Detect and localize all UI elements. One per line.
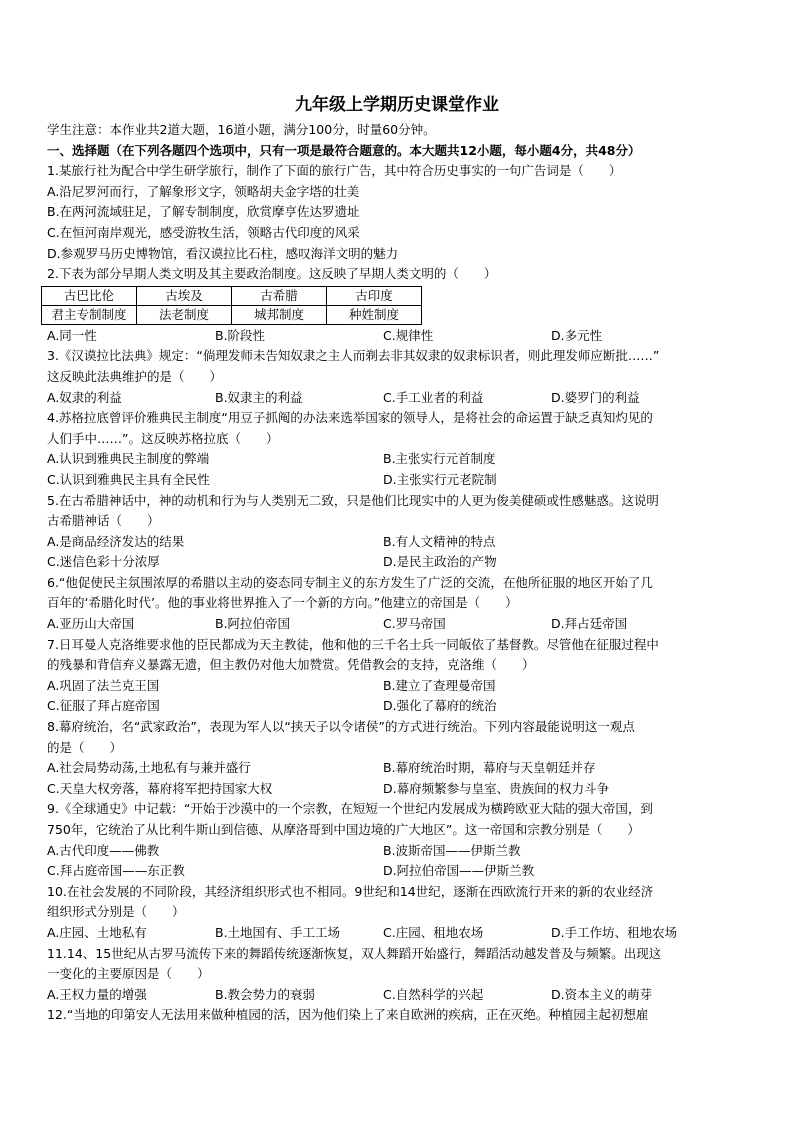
option-d: D.资本主义的萌芽	[551, 986, 653, 1002]
options-row	[47, 923, 747, 944]
question-stem: 4.苏格拉底曾评价雅典民主制度“用豆子抓阄的办法来选举国家的领导人，是将社会的命运置于缺乏真知灼见的	[47, 410, 653, 426]
option-b: B.教会势力的衰弱	[215, 986, 316, 1002]
question-stem: 9.《全球通史》中记载：“开始于沙漠中的一个宗教，在短短一个世纪内发展成为横跨欧亚大陆的强大帝国，到	[47, 801, 653, 817]
table-cell: 古埃及	[137, 286, 232, 305]
option-c: C.征服了拜占庭帝国	[47, 698, 160, 714]
page-title: 九年级上学期历史课堂作业	[295, 95, 499, 115]
question-7	[47, 635, 747, 717]
question-stem-cont: 的残暴和背信弃义暴露无遗，但主教仍对他大加赞赏。凭借教会的支持，克洛维（ ）	[47, 657, 535, 673]
option-a: A.巩固了法兰克王国	[47, 677, 160, 693]
option-c: C.庄园、租地农场	[383, 924, 484, 940]
table-cell: 古印度	[327, 286, 422, 305]
table-cell: 古巴比伦	[42, 286, 137, 305]
options-row	[47, 696, 747, 717]
question-stem-cont: 百年的‘希腊化时代’。他的事业将世界推入了一个新的方向。”他建立的帝国是（ ）	[47, 595, 518, 611]
option-d: D.多元性	[551, 327, 603, 343]
question-11	[47, 944, 747, 1006]
option-d: D.参观罗马历史博物馆，看汉谟拉比石柱，感叹海洋文明的魅力	[47, 245, 399, 261]
option-d: D.强化了幕府的统治	[383, 698, 497, 714]
option-a: A.沿尼罗河而行，了解象形文字，领略胡夫金字塔的壮美	[47, 183, 360, 199]
option-b: B.波斯帝国——伊斯兰教	[383, 842, 521, 858]
question-stem-cont: 古希腊神话（ ）	[47, 513, 160, 529]
question-4	[47, 408, 747, 490]
option-a: A.社会局势动荡,土地私有与兼并盛行	[47, 760, 251, 776]
table-cell: 君主专制制度	[42, 305, 137, 324]
civilization-table	[41, 286, 422, 325]
question-stem: 2.下表为部分早期人类文明及其主要政治制度。这反映了早期人类文明的（ ）	[47, 266, 497, 282]
option-a: A.王权力量的增强	[47, 986, 147, 1002]
section-heading: 一、选择题（在下列各题四个选项中，只有一项是最符合题意的。本大题共12小题，每小题4分，共48分）	[47, 142, 641, 158]
option-a: A.古代印度——佛教	[47, 842, 160, 858]
option-a: A.认识到雅典民主制度的弊端	[47, 451, 210, 467]
options-row	[47, 841, 747, 862]
option-d: D.手工作坊、租地农场	[551, 924, 678, 940]
table-cell: 法老制度	[137, 305, 232, 324]
question-5	[47, 491, 747, 573]
option-c: C.罗马帝国	[383, 616, 446, 632]
option-d: D.幕府频繁参与皇室、贵族间的权力斗争	[383, 780, 610, 796]
option-c: C.天皇大权旁落，幕府将军把持国家大权	[47, 780, 273, 796]
options-row	[47, 326, 747, 347]
option-a: A.同一性	[47, 327, 97, 343]
question-6	[47, 573, 747, 635]
option-b: B.奴隶主的利益	[215, 389, 303, 405]
table-cell: 古希腊	[232, 286, 327, 305]
option-c: C.迷信色彩十分浓厚	[47, 554, 160, 570]
option-c: C.手工业者的利益	[383, 389, 484, 405]
options-row	[47, 449, 747, 470]
option-c: C.规律性	[383, 327, 434, 343]
question-stem: 6.“他促使民主氛围浓厚的希腊以主动的姿态同专制主义的东方发生了广泛的交流，在他所征服的地区开始了几	[47, 574, 653, 590]
option-d: D.阿拉伯帝国——伊斯兰教	[383, 863, 535, 879]
question-12	[47, 1005, 747, 1026]
option-b: B.主张实行元首制度	[383, 451, 496, 467]
question-stem: 1.某旅行社为配合中学生研学旅行，制作了下面的旅行广告，其中符合历史事实的一句广告词是（ ）	[47, 163, 622, 179]
option-a: A.亚历山大帝国	[47, 616, 135, 632]
question-10	[47, 882, 747, 944]
option-b: B.建立了查理曼帝国	[383, 677, 496, 693]
question-stem-cont: 人们手中……”。这反映苏格拉底（ ）	[47, 430, 279, 446]
question-stem: 12.“当地的印第安人无法用来做种植园的活，因为他们染上了来自欧洲的疾病，正在灭绝。种植园主起初想雇	[47, 1007, 649, 1023]
question-stem: 11.14、15世纪从古罗马流传下来的舞蹈传统逐渐恢复，双人舞蹈开始盛行，舞蹈活动越发普及与频繁。出现这	[47, 945, 662, 961]
option-b: B.幕府统治时期，幕府与天皇朝廷并存	[383, 760, 596, 776]
option-d: D.主张实行元老院制	[383, 471, 497, 487]
question-stem: 7.日耳曼人克洛维要求他的臣民都成为天主教徒，他和他的三千名士兵一同皈依了基督教。尽管他在征服过程中	[47, 636, 659, 652]
options-row	[47, 552, 747, 573]
options-row	[47, 758, 747, 779]
option-a: A.奴隶的利益	[47, 389, 122, 405]
question-stem-cont: 这反映此法典维护的是（ ）	[47, 368, 223, 384]
options-row	[47, 676, 747, 697]
option-b: B.阿拉伯帝国	[215, 616, 291, 632]
question-stem: 8.幕府统治，名“武家政治”，表现为军人以“挟天子以令诸侯”的方式进行统治。下列内容最能说明这一观点	[47, 719, 635, 735]
table-cell: 城邦制度	[232, 305, 327, 324]
table-cell: 种姓制度	[327, 305, 422, 324]
question-stem-cont: 组织形式分别是（ ）	[47, 904, 185, 920]
exam-content	[47, 120, 747, 1026]
option-b: B.阶段性	[215, 327, 266, 343]
option-a: A.是商品经济发达的结果	[47, 533, 185, 549]
question-stem-cont: 的是（ ）	[47, 739, 123, 755]
option-b: B.在两河流域驻足，了解专制制度，欣赏摩亨佐达罗遗址	[47, 204, 360, 220]
option-b: B.有人文精神的特点	[383, 533, 496, 549]
question-3	[47, 346, 747, 408]
option-c: C.在恒河南岸观光，感受游牧生活，领略古代印度的风采	[47, 224, 360, 240]
options-row	[47, 614, 747, 635]
option-d: D.婆罗门的利益	[551, 389, 640, 405]
table-row	[42, 305, 422, 324]
question-9	[47, 799, 747, 881]
question-stem-cont: 一变化的主要原因是（ ）	[47, 966, 210, 982]
option-b: B.土地国有、手工工场	[215, 924, 341, 940]
options-row	[47, 388, 747, 409]
options-row	[47, 779, 747, 800]
question-stem-cont: 750年，它统治了从比利牛斯山到信德、从摩洛哥到中国边境的广大地区”。这一帝国和宗教分别是（ ）	[47, 822, 640, 837]
option-a: A.庄园、土地私有	[47, 924, 147, 940]
option-d: D.是民主政治的产物	[383, 554, 497, 570]
option-c: C.认识到雅典民主具有全民性	[47, 471, 210, 487]
table-row	[42, 286, 422, 305]
options-row	[47, 985, 747, 1006]
options-row	[47, 470, 747, 491]
question-1	[47, 161, 747, 264]
question-stem: 3.《汉谟拉比法典》规定：“倘理发师未告知奴隶之主人而剃去非其奴隶的奴隶标识者，则此理发师应断批……”	[47, 348, 660, 364]
option-c: C.拜占庭帝国——东正教	[47, 863, 185, 879]
options-row	[47, 532, 747, 553]
question-8	[47, 717, 747, 799]
options-row	[47, 861, 747, 882]
student-notice: 学生注意：本作业共2道大题，16道小题，满分100分，时量60分钟。	[47, 122, 436, 137]
option-d: D.拜占廷帝国	[551, 616, 628, 632]
option-c: C.自然科学的兴起	[383, 986, 484, 1002]
question-2	[47, 264, 747, 346]
question-stem: 10.在社会发展的不同阶段，其经济组织形式也不相同。9世纪和14世纪，逐渐在西欧流行开来的新的农业经济	[47, 883, 654, 899]
question-stem: 5.在古希腊神话中，神的动机和行为与人类别无二致，只是他们比现实中的人更为俊美健硕或性感魅惑。这说明	[47, 492, 659, 508]
